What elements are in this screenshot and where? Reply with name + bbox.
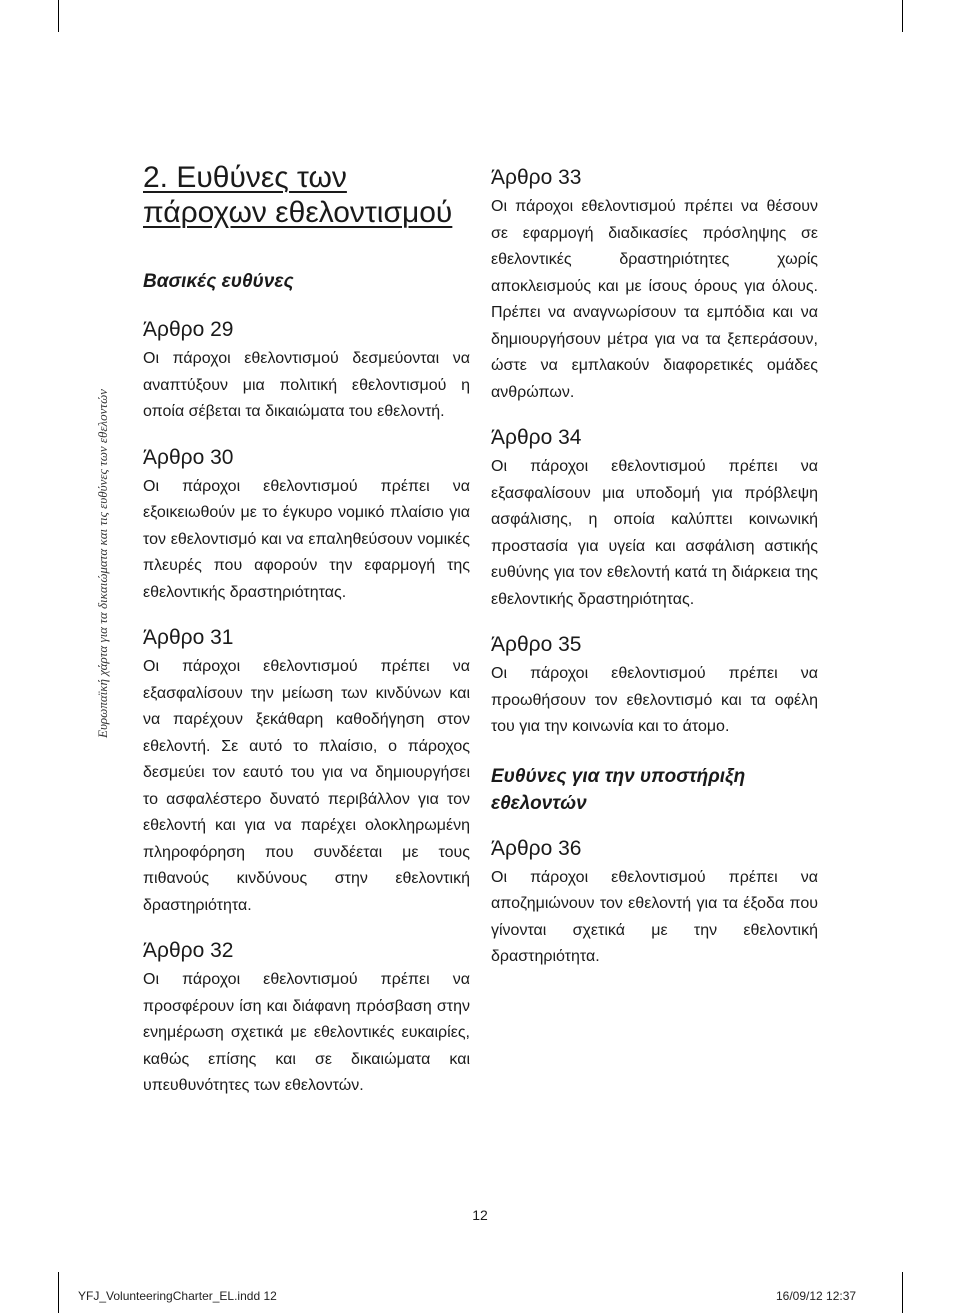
page-number: 12 (472, 1207, 488, 1223)
right-column (491, 164, 818, 989)
article-text: Οι πάροχοι εθελοντισμού πρέπει να προωθήσουν τον εθελοντισμό και τα οφέλη του για την κοινωνία και το άτομο. (491, 665, 818, 735)
article-title: Άρθρο 30 (143, 445, 234, 469)
footer-timestamp: 16/09/12 12:37 (776, 1289, 857, 1303)
footer-filename: YFJ_VolunteeringCharter_EL.indd 12 (78, 1289, 277, 1303)
article-text: Οι πάροχοι εθελοντισμού δεσμεύονται να αναπτύξουν μια πολιτική εθελοντισμού η οποία σέβεται τα δικαιώματα του εθελοντή. (143, 350, 470, 420)
article-text: Οι πάροχοι εθελοντισμού πρέπει να αποζημιώνουν τον εθελοντή για τα έξοδα που γίνονται σχετικά με την εθελοντική δραστηριότητα. (491, 868, 818, 965)
article-30 (143, 444, 470, 607)
article-title: Άρθρο 36 (491, 836, 582, 860)
crop-mark-top-left (58, 0, 59, 32)
article-32 (143, 937, 470, 1100)
article-33 (491, 164, 818, 406)
article-title: Άρθρο 33 (491, 166, 582, 189)
article-31 (143, 624, 470, 919)
article-title: Άρθρο 31 (143, 626, 234, 649)
side-running-title-text: Ευρωπαϊκή χάρτα για τα δικαιώματα και τις ευθύνες των εθελοντών (95, 389, 110, 738)
article-text: Οι πάροχοι εθελοντισμού πρέπει να εξοικειωθούν με το έγκυρο νομικό πλαίσιο για τον εθελοντισμό και να επαληθεύσουν νομικές πλευρές που αφορούν την εφαρμογή της εθελοντικής δραστηριότητας. (143, 477, 470, 601)
section-heading-basic: Βασικές ευθύνες (143, 271, 294, 292)
article-text: Οι πάροχοι εθελοντισμού πρέπει να προσφέρουν ίση και διάφανη πρόσβαση στην ενημέρωση σχετικά με εθελοντικές ευκαιρίες, καθώς επίσης και σε δικαιώματα και υπευθυνότητες των εθελοντών. (143, 971, 470, 1094)
article-title: Άρθρο 35 (491, 633, 582, 656)
article-34 (491, 424, 818, 613)
chapter-title: 2. Ευθύνες των πάροχων εθελοντισμού (143, 161, 453, 229)
crop-mark-bottom-left (58, 1272, 59, 1313)
article-36 (491, 835, 818, 971)
article-text: Οι πάροχοι εθελοντισμού πρέπει να θέσουν σε εφαρμογή διαδικασίες πρόσληψης σε εθελοντικές δραστηριότητες χωρίς αποκλεισμούς και με ίσους όρους για όλους. Πρέπει να αναγνωρίσουν τα εμπόδια και να δημιουργήσουν μέτρα για να τα ξεπεράσουν, ώστε να εμπλακούν διαφορετικές ομάδες ανθρώπων. (491, 198, 818, 401)
article-29 (143, 316, 470, 426)
article-text: Οι πάροχοι εθελοντισμού πρέπει να εξασφαλίσουν μια υποδομή για πρόβλεψη ασφάλισης, η οποία καλύπτει κοινωνική προστασία για υγεία και ασφάλιση αστικής ευθύνης για τον εθελοντή κατά τη διάρκεια της εθελοντικής δραστηριότητας. (491, 458, 818, 608)
crop-mark-bottom-right (902, 1272, 903, 1313)
left-column (143, 160, 470, 1118)
article-35 (491, 631, 818, 741)
article-text: Οι πάροχοι εθελοντισμού πρέπει να εξασφαλίσουν την μείωση των κινδύνων και να παρέχουν ξεκάθαρη καθοδήγηση στον εθελοντή. Σε αυτό το πλαίσιο, ο πάροχος δεσμεύει τον εαυτό του για να δημιουργήσει το ασφαλέστερο δυνατό περιβάλλον για τον εθελοντή και για να παρέχει ολοκληρωμένη πληροφόρηση που συνδέεται με τους πιθανούς κινδύνους στην εθελοντική δραστηριότητα. (143, 658, 470, 914)
section-heading-support: Ευθύνες για την υποστήριξη εθελοντών (491, 765, 746, 814)
article-title: Άρθρο 32 (143, 939, 234, 962)
crop-mark-top-right (902, 0, 903, 32)
article-title: Άρθρο 29 (143, 318, 234, 341)
article-title: Άρθρο 34 (491, 426, 582, 449)
